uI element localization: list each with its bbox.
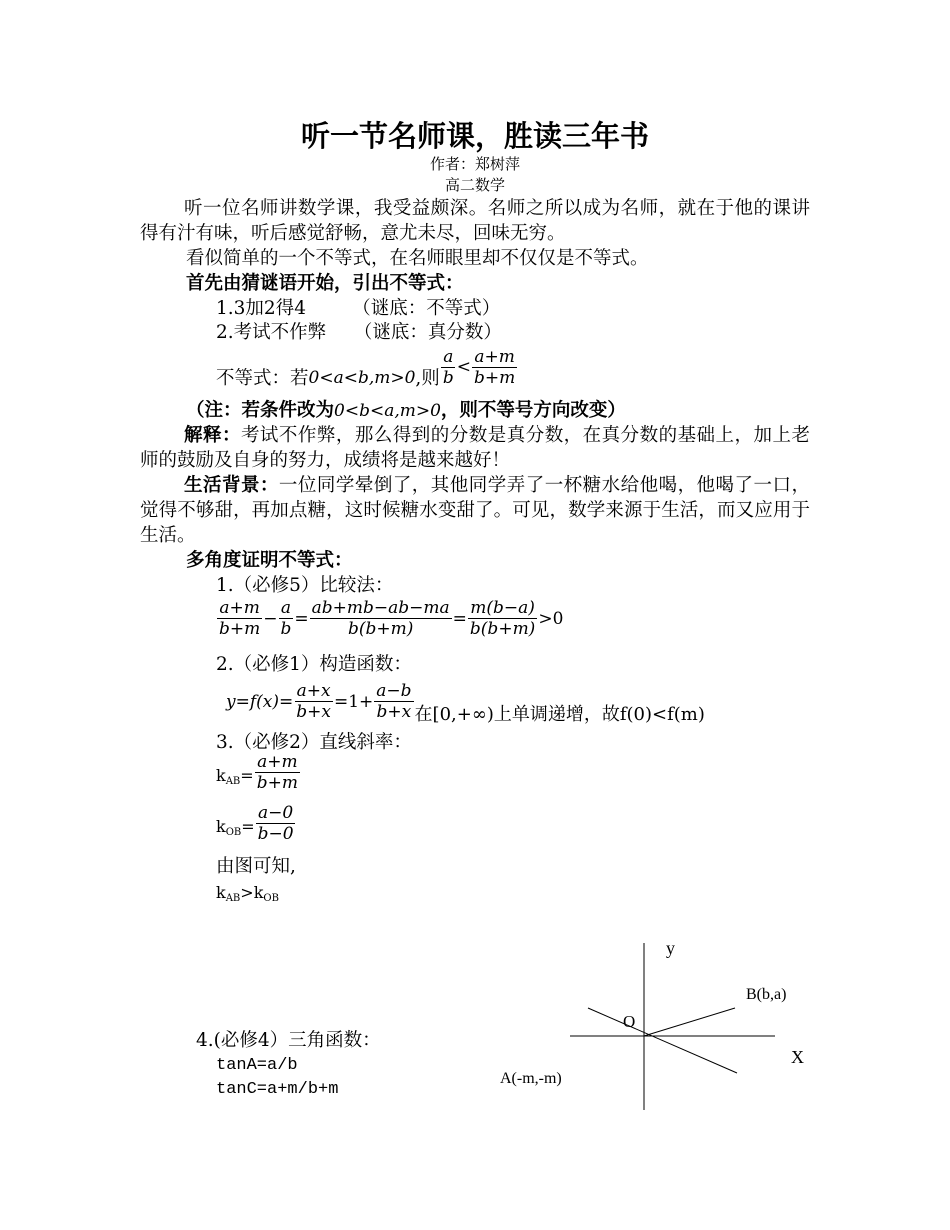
method-2-conclusion: 在[0,+∞)上单调递增，故f(0)<f(m) (414, 704, 705, 725)
slope-kob-label: $k_{OB}=$ (216, 817, 255, 838)
point-a-label: A(-m,-m) (500, 1070, 562, 1087)
slope-kab-label: $k_{AB}=$ (216, 766, 254, 787)
numerator: a+m (474, 347, 515, 367)
proof-heading: 多角度证明不等式： (186, 550, 353, 571)
grade-line: 高二数学 (444, 176, 505, 194)
intro-sentence: 看似简单的一个不等式，在名师眼里却不仅仅是不等式。 (186, 248, 649, 269)
tan-c-formula: tanC=a+m/b+m (216, 1080, 339, 1099)
author-line: 作者：郑树萍 (429, 155, 520, 173)
fraction-amb-over-bx (374, 681, 413, 722)
denominator: b+m (219, 619, 261, 639)
numerator: m(b−a) (470, 598, 535, 618)
subscript-ab: AB (225, 776, 241, 787)
method-4-label: 4.(必修4）三角函数： (196, 1030, 381, 1051)
method-2-label: 2.（必修1）构造函数： (216, 654, 412, 675)
line-ab (588, 1008, 737, 1073)
denominator: b−0 (257, 824, 294, 844)
note-suffix: ，则不等号方向改变） (440, 400, 626, 421)
slope-kob (216, 803, 297, 844)
explanation-text: 考试不作弊，那么得到的分数是真分数，在真分数的基础上，加上老师的鼓励及自身的努力，成绩将是越来越好！ (140, 425, 810, 471)
from-figure-text: 由图可知, (216, 856, 296, 877)
fraction-a-over-b (441, 347, 456, 388)
denominator: b+m (473, 368, 516, 388)
origin-label: O (623, 1012, 636, 1031)
slope-kab (216, 752, 301, 793)
condition-note (186, 398, 626, 424)
denominator: b (280, 619, 292, 639)
denominator: b+x (296, 702, 331, 722)
denominator: b (442, 368, 454, 388)
subscript-ob: OB (225, 827, 242, 838)
numerator: a−0 (258, 803, 294, 823)
inequality-statement (216, 344, 518, 391)
fraction-difference (310, 598, 452, 639)
method-2-formula (226, 676, 705, 727)
explanation-paragraph (140, 423, 810, 473)
note-condition: 0<b<a,m>0 (334, 401, 441, 421)
fraction-ax-over-bx (294, 681, 333, 722)
equals-sign: = (452, 608, 467, 629)
function-lhs: y=f(x)= (226, 691, 294, 712)
tan-a-formula: tanA=a/b (216, 1056, 298, 1075)
method-1-formula (216, 598, 563, 639)
intro-paragraph (140, 196, 810, 246)
ineq-prefix: 不等式：若 (216, 368, 309, 389)
fraction-result (468, 598, 537, 639)
equals-sign: = (294, 608, 309, 629)
denominator: b(b+m) (347, 619, 414, 639)
ineq-condition: 0<a<b,m>0 (308, 368, 416, 388)
life-background-label: 生活背景： (184, 475, 279, 496)
riddle-item-2: 2.考试不作弊 （谜底：真分数） (216, 322, 502, 343)
numerator: a+m (219, 598, 260, 618)
denominator: b(b+m) (469, 619, 536, 639)
fraction-a0-over-b0 (256, 803, 296, 844)
y-axis-label: y (666, 938, 675, 958)
point-b-label: B(b,a) (746, 986, 787, 1003)
numerator: a (280, 598, 292, 618)
x-axis-label: X (791, 1047, 804, 1067)
ineq-then: ,则 (415, 368, 440, 389)
greater-than-zero: >0 (538, 608, 564, 629)
fraction-am-over-bm (472, 347, 517, 388)
equals-one-plus: =1+ (333, 691, 374, 712)
intro-text: 听一位名师讲数学课，我受益颇深。名师之所以成为名师，就在于他的课讲得有汁有味，听后感觉舒畅，意尤未尽，回味无穷。 (140, 198, 810, 244)
fraction-am-over-bm (255, 752, 300, 793)
slope-comparison: $k_{AB}>k_{OB}$ (216, 883, 279, 904)
minus-sign: − (263, 608, 278, 629)
life-background-text: 一位同学晕倒了，其他同学弄了一杯糖水给他喝，他喝了一口，觉得不够甜，再加点糖，这时候糖水变甜了。可见，数学来源于生活，而又应用于生活。 (140, 475, 810, 546)
note-prefix: （注：若条件改为 (186, 400, 335, 421)
explanation-label: 解释： (184, 425, 241, 446)
line-ob (644, 1008, 735, 1036)
page-title: 听一节名师课，胜读三年书 (300, 119, 649, 153)
numerator: ab+mb−ab−ma (311, 598, 450, 618)
denominator: b+m (256, 773, 298, 793)
life-background-paragraph (140, 473, 810, 548)
less-than-sign: < (456, 357, 471, 377)
fraction-am-over-bm (217, 598, 262, 639)
numerator: a+m (257, 752, 298, 772)
coordinate-figure (490, 935, 820, 1115)
numerator: a−b (376, 681, 412, 701)
riddle-item-1: 1.3加2得4 （谜底：不等式） (216, 298, 501, 319)
denominator: b+x (376, 702, 412, 722)
numerator: a (443, 347, 454, 367)
method-3-label: 3.（必修2）直线斜率： (216, 732, 412, 753)
fraction-a-over-b (279, 598, 294, 639)
numerator: a+x (296, 681, 331, 701)
riddle-heading: 首先由猜谜语开始，引出不等式： (186, 273, 464, 294)
method-1-label: 1.（必修5）比较法： (216, 575, 394, 596)
